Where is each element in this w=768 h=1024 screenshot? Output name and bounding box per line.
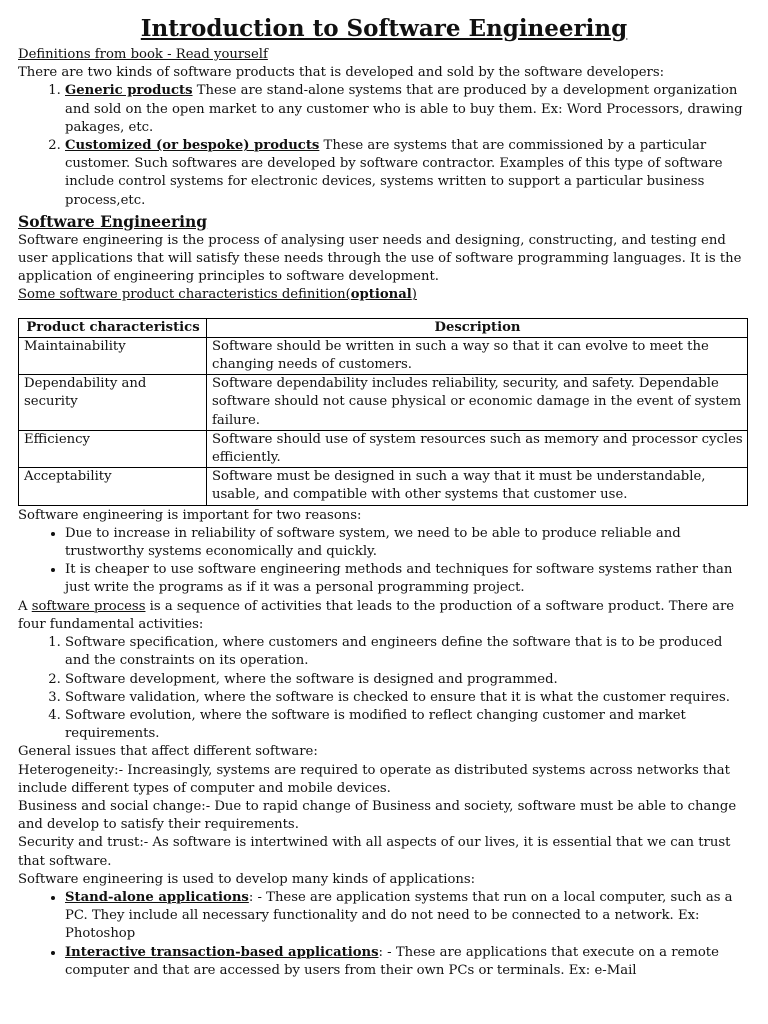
issue-security-trust: Security and trust:- As software is intertwined with all aspects of our lives, it is essential that we can trust that software. (18, 835, 731, 869)
section-heading-software-engineering: Software Engineering (18, 211, 208, 231)
table-cell-description: Software dependability includes reliability, security, and safety. Dependable software should not cause physical or economic damage in the event of system failure. (207, 375, 748, 431)
term-generic-products: Generic products (65, 83, 193, 99)
characteristics-table (18, 318, 748, 506)
intro-paragraph: There are two kinds of software products that is developed and sold by the software developers: (18, 65, 665, 81)
importance-list (18, 525, 750, 598)
process-intro (18, 598, 750, 634)
characteristics-intro-suffix: ) (411, 287, 417, 303)
list-item-text: : - These are applications that execute on a remote computer and that are accessed by users from their own PCs or terminals. Ex: e-Mail (65, 944, 719, 978)
column-header-characteristic: Product characteristics (19, 318, 207, 337)
list-item (65, 137, 750, 210)
applications-list (18, 889, 750, 980)
definitions-note: Definitions from book - Read yourself (18, 47, 268, 62)
optional-label: optional (350, 287, 412, 303)
issues-intro: General issues that affect different software: (18, 744, 318, 760)
process-intro-prefix: A (18, 598, 32, 614)
process-activities-list (18, 634, 750, 743)
list-item (65, 944, 750, 980)
product-kinds-list (18, 82, 750, 209)
table-row (19, 337, 748, 374)
table-cell-characteristic: Maintainability (19, 337, 207, 374)
list-item (65, 889, 750, 944)
list-item (65, 82, 750, 137)
table-row (19, 430, 748, 467)
characteristics-intro (18, 286, 750, 304)
list-item: 4. Software evolution, where the software is modified to reflect changing customer and market requirements. (65, 707, 750, 743)
list-item: 1. Software specification, where customers and engineers define the software that is to be produced and the constraints on its operation. (65, 634, 750, 670)
table-cell-characteristic: Dependability and security (19, 375, 207, 431)
list-item: • It is cheaper to use software engineering methods and techniques for software systems rather than just write the programs as if it was a personal programming project. (65, 561, 750, 597)
se-definition-paragraph: Software engineering is the process of analysing user needs and designing, constructing, and testing end user applications that will satisfy these needs through the use of software programming languages. It is the application of engineering principles to software development. (18, 232, 742, 285)
applications-intro: Software engineering is used to develop many kinds of applications: (18, 871, 476, 887)
table-row (19, 468, 748, 505)
table-cell-description: Software must be designed in such a way that it must be understandable, usable, and compatible with other systems that customer use. (207, 468, 748, 505)
table-cell-characteristic: Acceptability (19, 468, 207, 505)
list-item-text: These are systems that are commissioned by a particular customer. Such softwares are developed by software contractor. Examples of this type of software include control systems for electronic devices, systems written to support a particular business process,etc. (65, 138, 723, 208)
importance-intro: Software engineering is important for two reasons: (18, 507, 362, 523)
table-header-row (19, 318, 748, 337)
term-software-process: software process (31, 598, 146, 614)
table-cell-description: Software should be written in such a way so that it can evolve to meet the changing needs of customers. (207, 337, 748, 374)
characteristics-intro-prefix: Some software product characteristics definition( (18, 287, 351, 303)
list-item-text: These are stand-alone systems that are produced by a development organization and sold on the open market to any customer who is able to buy them. Ex: Word Processors, drawing pakages, etc. (65, 83, 743, 135)
page-title: Introduction to Software Engineering (140, 15, 628, 42)
column-header-description: Description (207, 318, 748, 337)
table-row (19, 375, 748, 431)
list-item: 2. Software development, where the software is designed and programmed. (65, 671, 750, 689)
issue-business-social-change: Business and social change:- Due to rapid change of Business and society, software must be able to change and develop to satisfy their requirements. (18, 798, 737, 833)
list-item-text: : - These are application systems that run on a local computer, such as a PC. They include all necessary functionality and do not need to be connected to a network. Ex: Photoshop (65, 889, 733, 942)
term-interactive-transaction-applications: Interactive transaction-based applications (65, 944, 379, 960)
process-intro-suffix: is a sequence of activities that leads to the production of a software product. There are four fundamental activities: (18, 598, 735, 632)
list-item: 3. Software validation, where the software is checked to ensure that it is what the customer requires. (65, 689, 750, 707)
table-cell-description: Software should use of system resources such as memory and processor cycles efficiently. (207, 430, 748, 467)
table-cell-characteristic: Efficiency (19, 430, 207, 467)
term-customized-products: Customized (or bespoke) products (65, 138, 320, 154)
term-stand-alone-applications: Stand-alone applications (65, 889, 249, 905)
issue-heterogeneity: Heterogeneity:- Increasingly, systems are required to operate as distributed systems across networks that include different types of computer and mobile devices. (18, 762, 730, 796)
list-item: • Due to increase in reliability of software system, we need to be able to produce reliable and trustworthy systems economically and quickly. (65, 525, 750, 561)
